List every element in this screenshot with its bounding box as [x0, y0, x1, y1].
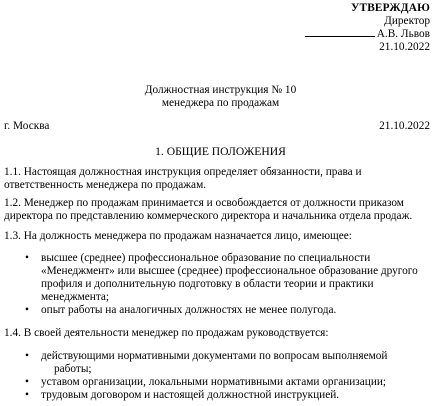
- document-title-line1: Должностная инструкция № 10: [144, 84, 297, 96]
- paragraph-1-3: 1.3. На должность менеджера по продажам назначается лицо, имеющее:: [4, 230, 352, 242]
- list-item-line: менеджмента;: [41, 291, 110, 303]
- document-title: [0, 84, 441, 110]
- list-item-line: • уставом организации, локальными нормативными актами организации;: [41, 376, 387, 388]
- list-item: [0, 252, 421, 304]
- approval-date: 21.10.2022: [379, 40, 430, 53]
- list-item-line: • высшее (среднее) профессиональное образование по специальности: [41, 252, 371, 264]
- signature-line: [305, 27, 375, 37]
- list-item-line: • действующими нормативными документами по вопросам выполняемой: [41, 350, 388, 362]
- paragraph-1-1: [4, 166, 434, 192]
- document-title-line2: менеджера по продажам: [161, 97, 280, 109]
- approval-title: УТВЕРЖДАЮ: [350, 2, 430, 14]
- list-item-line: «Менеджмент» или высшее (среднее) профессиональное образование другого: [41, 265, 418, 277]
- document-city: г. Москва: [4, 120, 50, 132]
- requirements-list: [0, 252, 441, 317]
- paragraph-1-4: 1.4. В своей деятельности менеджер по продажам руководствуется:: [4, 327, 329, 339]
- paragraph-1-1-line2: ответственность менеджера по продажам.: [4, 179, 207, 191]
- paragraph-1-2: [4, 197, 434, 223]
- approver-name: А.В. Львов: [376, 28, 430, 41]
- list-item: [0, 376, 421, 389]
- list-item-line: профиля и дополнительную подготовку в области теории и практики: [41, 278, 374, 290]
- paragraph-1-1-line1: 1.1. Настоящая должностная инструкция определяет обязанности, права и: [4, 166, 362, 178]
- paragraph-1-2-line2: директора по представлению коммерческого директора и начальника отдела продаж.: [4, 210, 413, 222]
- list-item-line: работы;: [54, 363, 92, 375]
- list-item: [0, 350, 421, 376]
- document-date: 21.10.2022: [379, 120, 430, 132]
- paragraph-1-2-line1: 1.2. Менеджер по продажам принимается и освобождается от должности приказом: [4, 197, 404, 209]
- list-item: [0, 389, 421, 402]
- approver-position: Директор: [384, 14, 430, 27]
- approver-signature-row: [305, 27, 430, 41]
- guidance-list: [0, 350, 441, 402]
- section-heading: 1. ОБЩИЕ ПОЛОЖЕНИЯ: [155, 145, 286, 158]
- list-item-line: • трудовым договором и настоящей должностной инструкцией.: [41, 389, 340, 401]
- approval-block: [305, 2, 430, 53]
- list-item: [0, 304, 421, 317]
- list-item-line: • опыт работы на аналогичных должностях не менее полугода.: [41, 304, 337, 316]
